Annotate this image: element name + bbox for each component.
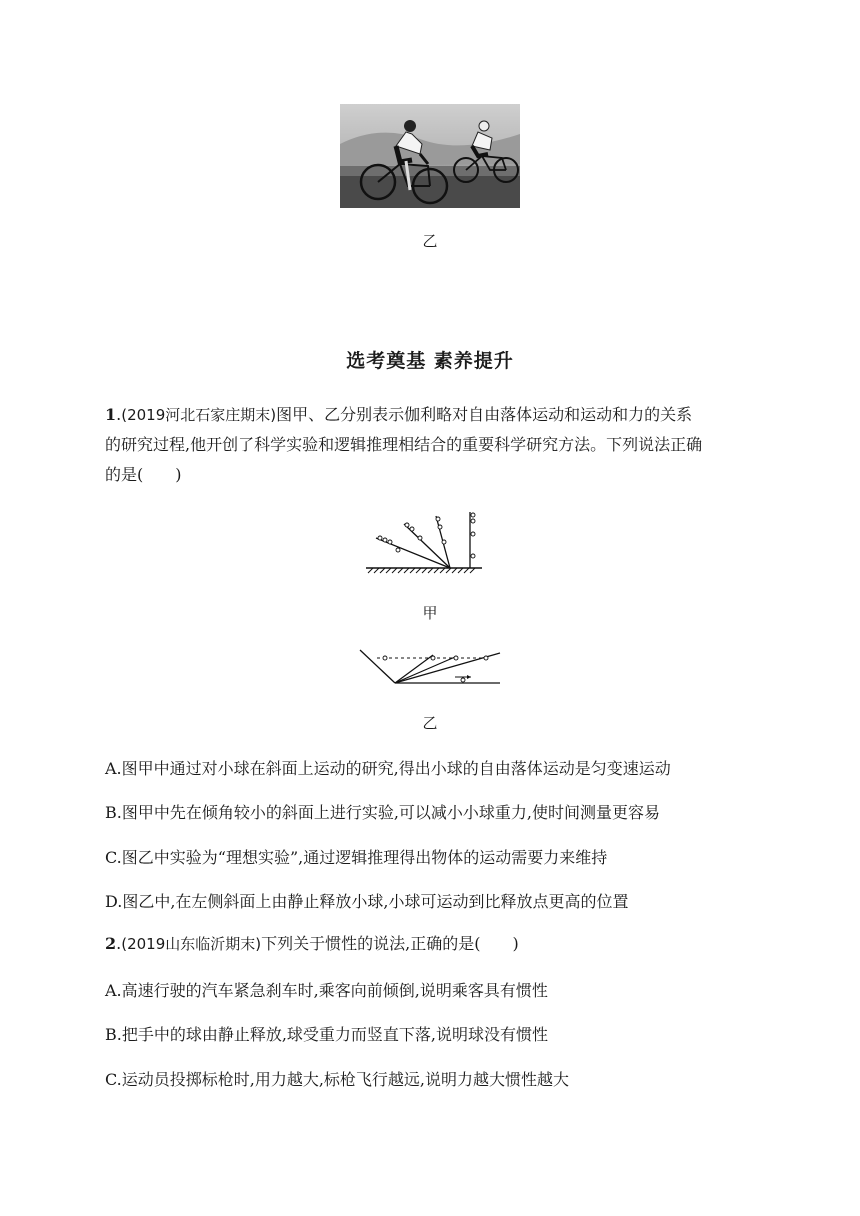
figure-jia-inclines (360, 510, 490, 580)
figure-jia-caption: 甲 (422, 604, 438, 622)
option-a: A.图甲中通过对小球在斜面上运动的研究,得出小球的自由落体运动是匀变速运动 (105, 759, 671, 778)
figure-yi-caption: 乙 (422, 714, 438, 732)
figure-caption-top: 乙 (422, 232, 438, 250)
option-d: D.图乙中,在左侧斜面上由静止释放小球,小球可运动到比释放点更高的位置 (105, 892, 629, 911)
option-b: B.把手中的球由静止释放,球受重力而竖直下落,说明球没有惯性 (105, 1025, 549, 1044)
cyclists-photo (340, 104, 520, 208)
question-source: (2019河北石家庄期末) (121, 406, 277, 424)
question-number: 2 (105, 934, 117, 953)
option-b: B.图甲中先在倾角较小的斜面上进行实验,可以减小小球重力,使时间测量更容易 (105, 803, 661, 822)
question-1-line2: 的研究过程,他开创了科学实验和逻辑推理相结合的重要科学研究方法。下列说法正确 (105, 435, 703, 454)
question-source: (2019山东临沂期末) (121, 935, 262, 953)
question-stem: 图甲、乙分别表示伽利略对自由落体运动和运动和力的关系 (276, 405, 693, 424)
option-a: A.高速行驶的汽车紧急刹车时,乘客向前倾倒,说明乘客具有惯性 (105, 981, 548, 1000)
question-stem: 下列关于惯性的说法,正确的是( ) (261, 934, 519, 953)
option-c: C.运动员投掷标枪时,用力越大,标枪飞行越远,说明力越大惯性越大 (105, 1070, 570, 1089)
question-2-stem: 2.(2019山东临沂期末)下列关于惯性的说法,正确的是( ) (105, 934, 519, 953)
question-1-line1: 1.(2019河北石家庄期末)图甲、乙分别表示伽利略对自由落体运动和运动和力的关系 (105, 405, 693, 424)
option-c: C.图乙中实验为“理想实验”,通过逻辑推理得出物体的运动需要力来维持 (105, 848, 608, 867)
question-number: 1 (105, 405, 117, 424)
question-1-line3: 的是( ) (105, 465, 182, 484)
section-title: 选考奠基 素养提升 (346, 350, 514, 372)
figure-yi-ideal-experiment (355, 645, 505, 687)
